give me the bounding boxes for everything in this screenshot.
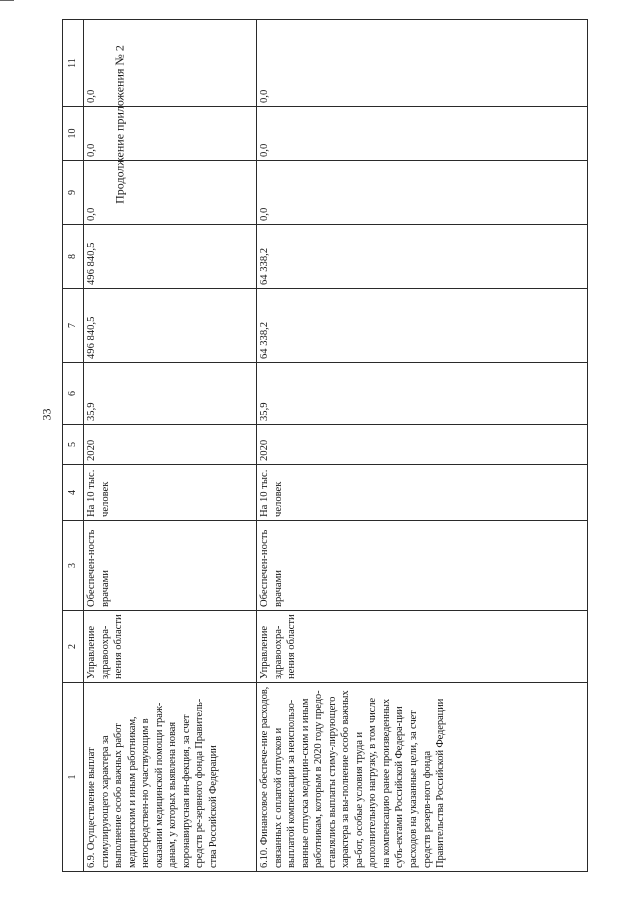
year-cell: 2020 [257, 425, 588, 465]
executor-cell: Управление здравоохра-нения области [84, 611, 257, 683]
column-header: 7 [63, 289, 84, 363]
measure-cell: 6.10. Финансовое обеспече-ние расходов, связанных с оплатой отпусков и выплатой компенсации за неиспользо-ванные отпуска медицин-ским и иным работникам, которым в 2020 году предо-ставлялись выплаты стиму-лирующего характера за вы-полнение особо важных ра-бот, особые условия труда и дополнительную нагрузку, в том числе на компенсацию ранее произведенных субъ-ектами Российской Федера-ции расходов на указанные цели, за счет средств резерв-ного фонда Правительства Российской Федерации [257, 683, 588, 872]
local-funding-cell: 0,0 [84, 107, 257, 161]
column-header: 5 [63, 425, 84, 465]
scan-edge-mark [0, 0, 14, 1]
column-header: 8 [63, 225, 84, 289]
indicator-value-cell: 35,9 [257, 363, 588, 425]
table-row [257, 20, 588, 872]
total-funding-cell: 64 338,2 [257, 289, 588, 363]
regional-funding-cell: 0,0 [257, 161, 588, 225]
measure-cell: 6.9. Осуществление выплат стимулирующего характера за выполнение особо важных работ медицинским и иным работникам, непосредствен-но участвующим в оказании медицинской помощи граж-данам, у которых выявлена новая коронавирусная ин-фекция, за счет средств ре-зервного фонда Правитель-ства Российской Федерации [84, 683, 257, 872]
table-row [84, 20, 257, 872]
appendix-continuation-caption: Продолжение приложения № 2 [112, 45, 127, 204]
unit-cell: На 10 тыс. человек [84, 465, 257, 521]
indicator-value-cell: 35,9 [84, 363, 257, 425]
indicator-cell: Обеспечен-ность врачами [84, 521, 257, 611]
column-header: 4 [63, 465, 84, 521]
column-header: 11 [63, 20, 84, 107]
rotated-table-container [62, 20, 584, 872]
local-funding-cell: 0,0 [257, 107, 588, 161]
other-funding-cell: 0,0 [257, 20, 588, 107]
column-header: 3 [63, 521, 84, 611]
appendix-table [62, 19, 588, 872]
federal-funding-cell: 496 840,5 [84, 225, 257, 289]
total-funding-cell: 496 840,5 [84, 289, 257, 363]
indicator-cell: Обеспечен-ность врачами [257, 521, 588, 611]
unit-cell: На 10 тыс. человек [257, 465, 588, 521]
column-header: 9 [63, 161, 84, 225]
year-cell: 2020 [84, 425, 257, 465]
other-funding-cell: 0,0 [84, 20, 257, 107]
column-header: 1 [63, 683, 84, 872]
table-header-row [63, 20, 84, 872]
executor-cell: Управление здравоохра-нения области [257, 611, 588, 683]
federal-funding-cell: 64 338,2 [257, 225, 588, 289]
page-number: 33 [39, 408, 54, 421]
column-header: 6 [63, 363, 84, 425]
column-header: 2 [63, 611, 84, 683]
regional-funding-cell: 0,0 [84, 161, 257, 225]
column-header: 10 [63, 107, 84, 161]
